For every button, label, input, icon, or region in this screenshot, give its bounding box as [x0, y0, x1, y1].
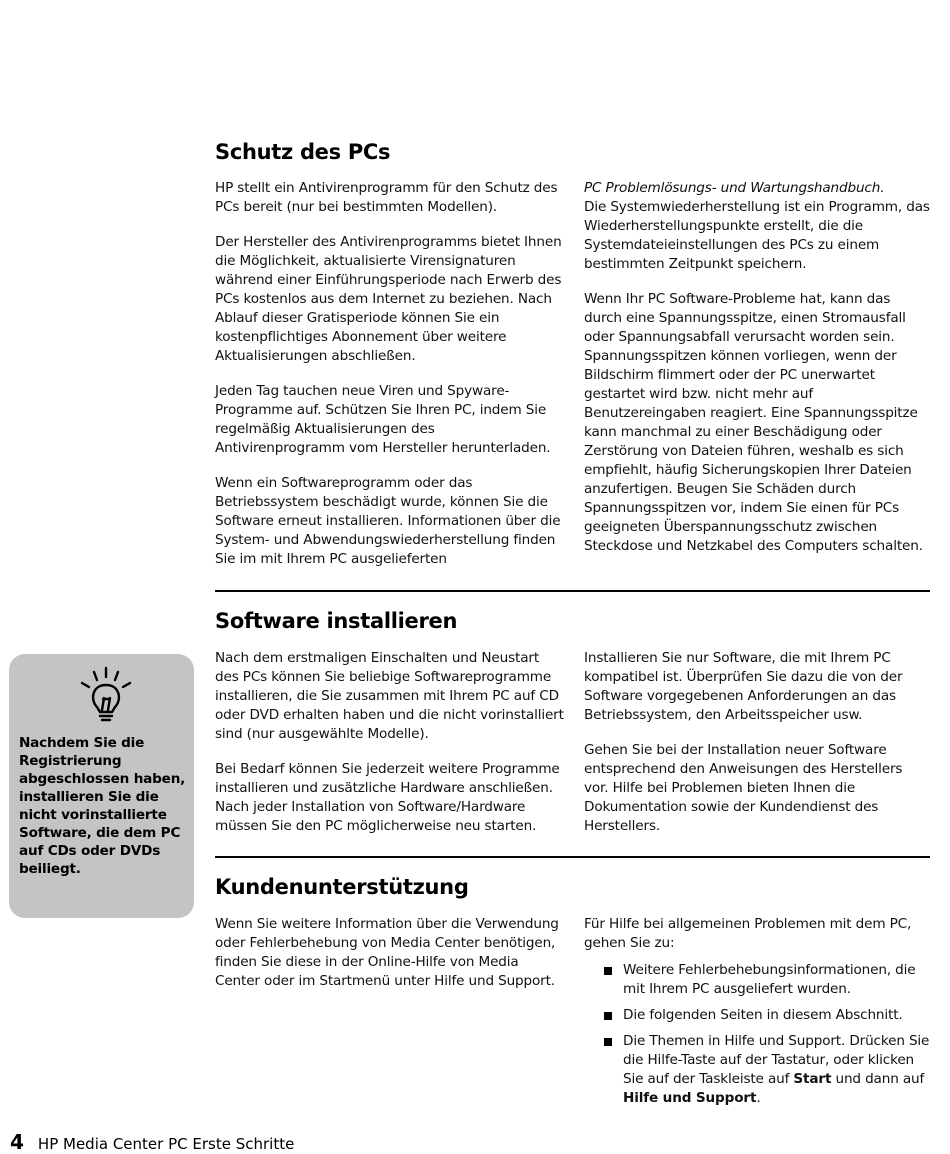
paragraph: Wenn Sie weitere Information über die Verwendung oder Fehlerbehebung von Media Center benötigen, finden Sie diese in der Online-Hilfe von Media Center oder im Startmenü unter Hilfe und Support. [215, 916, 559, 989]
square-bullet-icon [604, 1012, 612, 1020]
paragraph: Bei Bedarf können Sie jederzeit weitere Programme installieren und zusätzliche Hardware anschließen. Nach jeder Installation von Software/Hardware müssen Sie den PC möglicherweise neu starten. [215, 761, 560, 834]
list-item-text: Weitere Fehlerbehebungsinformationen, die mit Ihrem PC ausgeliefert wurden. [623, 962, 916, 997]
section-title-schutz: Schutz des PCs [215, 140, 391, 164]
section-title-kundenunterstuetzung: Kundenunterstützung [215, 875, 469, 899]
start-term: Start [793, 1071, 832, 1087]
section-title-software: Software installieren [215, 609, 458, 633]
paragraph: Für Hilfe bei allgemeinen Problemen mit dem PC, gehen Sie zu: [584, 916, 912, 951]
page-number: 4 [10, 1130, 24, 1154]
list-item-text: Die folgenden Seiten in diesem Abschnitt. [623, 1007, 903, 1023]
square-bullet-icon [604, 1038, 612, 1046]
tip-box [9, 654, 194, 918]
list-item [584, 1006, 930, 1025]
help-list [584, 961, 930, 1108]
paragraph: HP stellt ein Antivirenprogramm für den Schutz des PCs bereit (nur bei bestimmten Modellen). [215, 180, 558, 215]
section1-right-column [584, 179, 930, 572]
lightbulb-icon [78, 666, 134, 724]
manual-title: PC Problemlösungs- und Wartungshandbuch. [584, 180, 885, 196]
paragraph: Wenn ein Softwareprogramm oder das Betriebssystem beschädigt wurde, können Sie die Software erneut installieren. Informationen über die System- und Abwendungswiederherstellung finden Sie im mit Ihrem PC ausgelieferten [215, 475, 561, 567]
list-item [584, 1032, 930, 1108]
section2-left-column [215, 649, 565, 852]
tip-text: Nachdem Sie die Registrierung abgeschlossen haben, installieren Sie die nicht vorinstallierte Software, die dem PC auf CDs oder DVDs beiliegt. [19, 735, 186, 877]
section3-left-column [215, 915, 565, 1007]
paragraph: Nach dem erstmaligen Einschalten und Neustart des PCs können Sie beliebige Softwareprogramme installieren, die Sie zusammen mit Ihrem PC auf CD oder DVD erhalten haben und die nicht vorinstalliert sind (nur ausgewählte Modelle). [215, 650, 564, 742]
list-item [584, 961, 930, 999]
paragraph: Installieren Sie nur Software, die mit Ihrem PC kompatibel ist. Überprüfen Sie dazu die von der Software vorgegebenen Anforderungen an das Betriebssystem, den Arbeitsspeicher usw. [584, 650, 903, 723]
paragraph: Der Hersteller des Antivirenprogramms bietet Ihnen die Möglichkeit, aktualisierte Virensignaturen während einer Einführungsperiode nach Erwerb des PCs kostenlos aus dem Internet zu beziehen. Nach Ablauf dieser Gratisperiode können Sie ein kostenpflichtiges Abonnement über weitere Aktualisierungen abschließen. [215, 234, 562, 364]
section3-right-column [584, 915, 930, 1115]
list-item-text: . [756, 1090, 761, 1106]
paragraph: Gehen Sie bei der Installation neuer Software entsprechend den Anweisungen des Herstellers vor. Hilfe bei Problemen bieten Ihnen die Dokumentation sowie der Kundendienst des Herstellers. [584, 742, 903, 834]
paragraph-text: Die Systemwiederherstellung ist ein Programm, das Wiederherstellungspunkte erstellt, die die Systemdateieinstellungen des PCs zu einem bestimmten Zeitpunkt speichern. [584, 199, 930, 272]
section-divider [215, 856, 930, 858]
paragraph [584, 179, 930, 274]
square-bullet-icon [604, 967, 612, 975]
paragraph: Wenn Ihr PC Software-Probleme hat, kann das durch eine Spannungsspitze, einen Stromausfall oder Spannungsabfall verursacht worden sein. Spannungsspitzen können vorliegen, wenn der Bildschirm flimmert oder der PC unerwartet gestartet wird bzw. nicht mehr auf Benutzereingaben reagiert. Eine Spannungsspitze kann manchmal zu einer Beschädigung oder Zerstörung von Dateien führen, weshalb es sich empfiehlt, häufig Sicherungskopien Ihrer Dateien anzufertigen. Beugen Sie Schäden durch Spannungsspitzen vor, indem Sie einen für PCs geeigneten Überspannungsschutz zwischen Steckdose und Netzkabel des Computers schalten. [584, 291, 923, 554]
paragraph: Jeden Tag tauchen neue Viren und Spyware-Programme auf. Schützen Sie Ihren PC, indem Sie regelmäßig Aktualisierungen des Antivirenprogramm vom Hersteller herunterladen. [215, 383, 551, 456]
section-divider [215, 590, 930, 592]
page-footer [10, 1130, 294, 1154]
section1-left-column [215, 179, 565, 585]
list-item-text: und dann auf [831, 1071, 925, 1087]
help-support-term: Hilfe und Support [623, 1090, 757, 1106]
footer-title: HP Media Center PC Erste Schritte [37, 1135, 295, 1153]
section2-right-column [584, 649, 930, 852]
list-item-text: Die Themen in Hilfe und Support. Drücken Sie die Hilfe-Taste auf der Tastatur, oder klicken Sie auf der Taskleiste auf [623, 1033, 930, 1087]
